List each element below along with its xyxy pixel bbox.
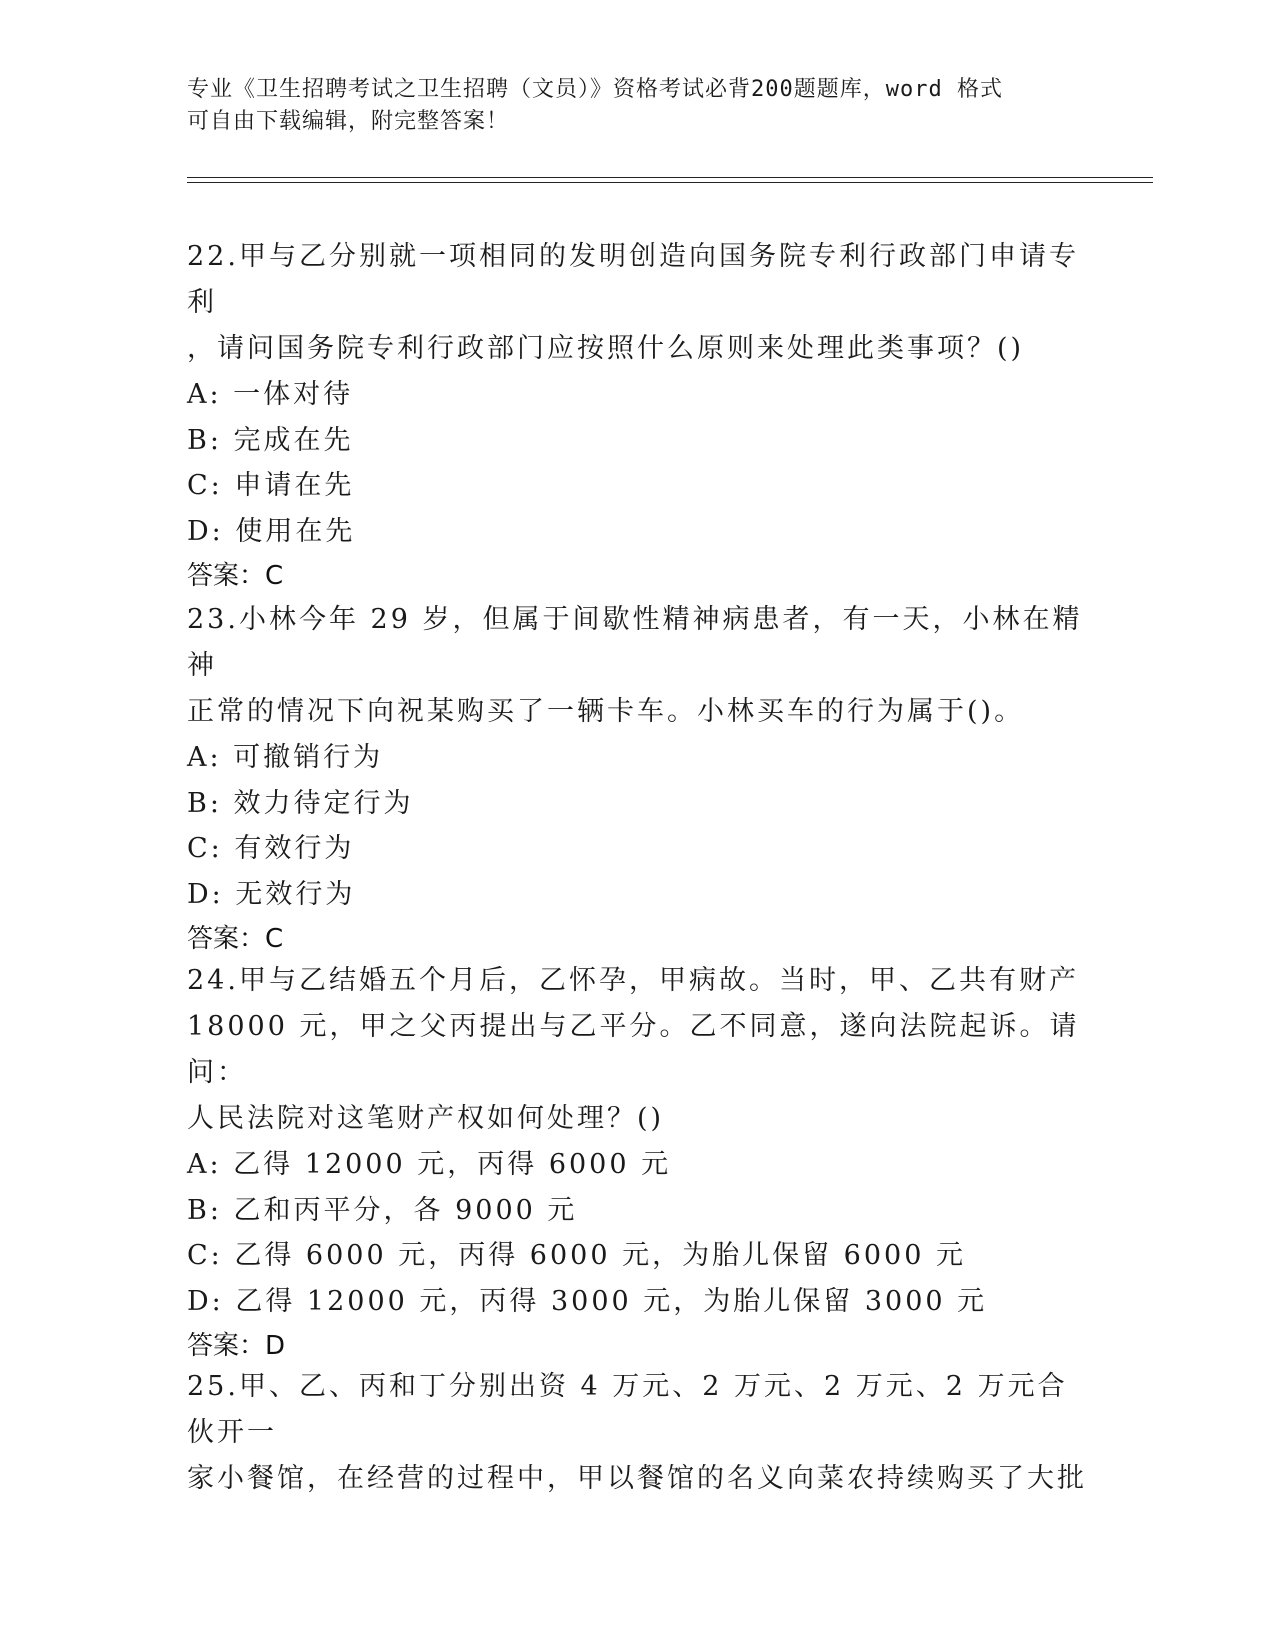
question-text-line: ，请问国务院专利行政部门应按照什么原则来处理此类事项？() — [187, 333, 1025, 364]
question-text-line: 22.甲与乙分别就一项相同的发明创造向国务院专利行政部门申请专利 — [187, 241, 1079, 318]
question-text-line: 正常的情况下向祝某购买了一辆卡车。小林买车的行为属于()。 — [187, 696, 1025, 727]
question-text-line: 18000 元，甲之父丙提出与乙平分。乙不同意，遂向法院起诉。请问： — [187, 1011, 1080, 1088]
answer: 答案：C — [187, 561, 284, 591]
answer: 答案：C — [187, 924, 284, 954]
option-a: A: 可撤销行为 — [187, 742, 384, 773]
option-c: C: 申请在先 — [187, 470, 355, 501]
question-25 — [187, 1364, 1087, 1502]
question-text-line: 人民法院对这笔财产权如何处理？() — [187, 1103, 665, 1134]
option-a: A: 乙得 12000 元，丙得 6000 元 — [187, 1149, 672, 1180]
option-d: D: 使用在先 — [187, 515, 356, 547]
option-a: A: 一体对待 — [187, 379, 354, 410]
header-divider-top — [187, 177, 1153, 178]
option-c: C: 有效行为 — [187, 833, 355, 864]
option-b: B: 完成在先 — [187, 424, 354, 456]
option-c: C: 乙得 6000 元，丙得 6000 元，为胎儿保留 6000 元 — [187, 1240, 966, 1271]
option-d: D: 无效行为 — [187, 878, 356, 910]
option-b: B: 乙和丙平分，各 9000 元 — [187, 1194, 578, 1226]
question-22 — [187, 234, 1087, 599]
option-d: D: 乙得 12000 元，丙得 3000 元，为胎儿保留 3000 元 — [187, 1285, 988, 1317]
header-line-2: 可自由下载编辑，附完整答案！ — [187, 109, 510, 134]
answer: 答案：D — [187, 1331, 286, 1361]
question-text-line: 25.甲、乙、丙和丁分别出资 4 万元、2 万元、2 万元、2 万元合伙开一 — [187, 1371, 1068, 1448]
header-divider-bottom — [187, 182, 1153, 183]
question-text-line: 23.小林今年 29 岁，但属于间歇性精神病患者，有一天，小林在精神 — [187, 604, 1083, 681]
option-b: B: 效力待定行为 — [187, 787, 414, 819]
question-text-line: 家小餐馆，在经营的过程中，甲以餐馆的名义向菜农持续购买了大批 — [187, 1463, 1087, 1494]
question-23 — [187, 597, 1087, 962]
question-text-line: 24.甲与乙结婚五个月后，乙怀孕，甲病故。当时，甲、乙共有财产 — [187, 965, 1079, 996]
header-line-1: 专业《卫生招聘考试之卫生招聘（文员）》资格考试必背200题题库，word 格式 — [187, 77, 1003, 102]
question-24 — [187, 958, 1087, 1369]
document-header — [187, 74, 1067, 138]
